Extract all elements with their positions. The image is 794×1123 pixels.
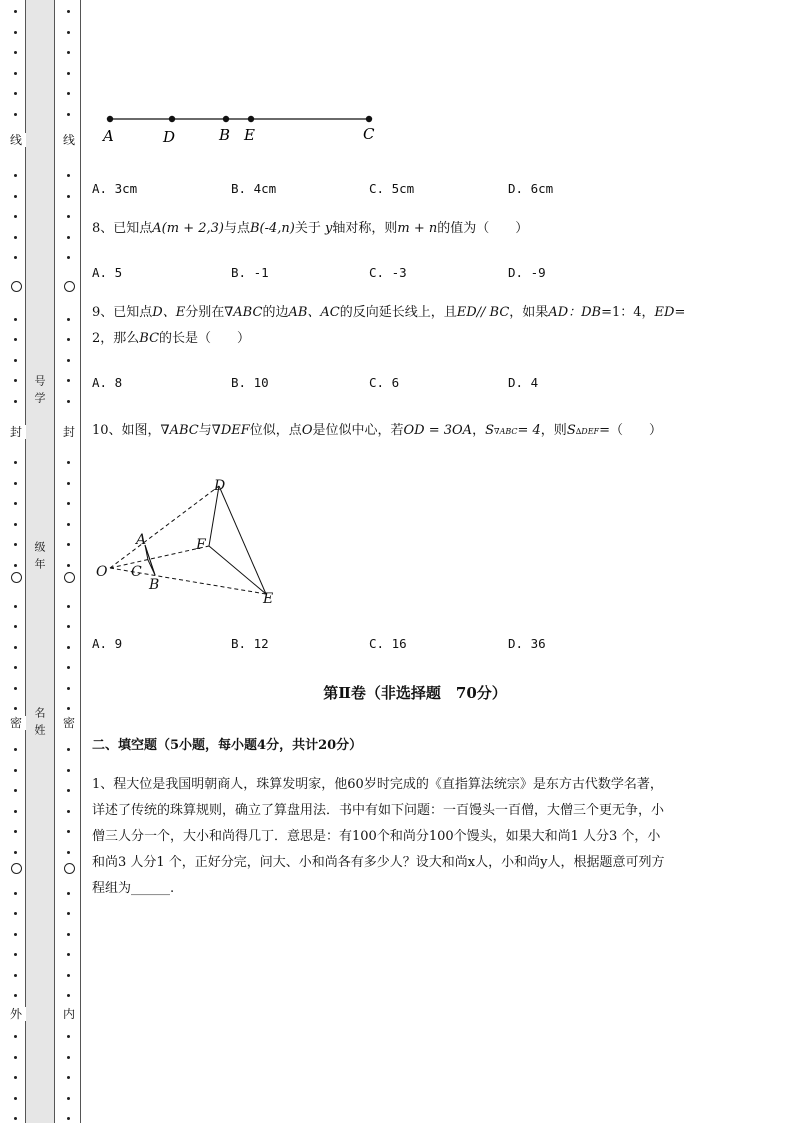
dot-mark xyxy=(14,851,17,854)
dot-mark xyxy=(14,400,17,403)
dot-mark xyxy=(67,564,70,567)
side-de xyxy=(219,486,266,594)
ray-of xyxy=(110,546,209,568)
question-10: 10、如图，∇ABC与∇DEF位似，点O是位似中心，若OD = 3OA，S∇ABC= 4，则S∆DEF=（ ） xyxy=(92,423,663,438)
q7-option-d: D. 6cm xyxy=(508,181,554,196)
dot-mark xyxy=(14,461,17,464)
dot-mark xyxy=(14,666,17,669)
dot-mark xyxy=(14,338,17,341)
dot-mark xyxy=(67,1097,70,1100)
q7-option-b: B. 4cm xyxy=(231,181,277,196)
label-a: A xyxy=(103,127,114,145)
dot-mark xyxy=(67,974,70,977)
dot-mark xyxy=(67,748,70,751)
dot-mark xyxy=(14,523,17,526)
dot-mark xyxy=(67,953,70,956)
dot-mark xyxy=(67,625,70,628)
question-9-line-1: 9、已知点D、E分别在∇ABC的边AB、AC的反向延长线上，且ED// BC，如果AD：DB=1：4，ED= xyxy=(92,305,686,320)
point-a xyxy=(107,116,113,122)
side-df xyxy=(209,486,219,546)
dot-mark xyxy=(67,236,70,239)
fill-q1-line-1: 1、程大位是我国明朝商人，珠算发明家，他60岁时完成的《直指算法统宗》是东方古代数学名著， xyxy=(92,777,663,792)
student-field-label: 名姓 xyxy=(33,707,46,741)
dot-mark xyxy=(14,543,17,546)
fill-in-section-title: 二、填空题（5小题，每小题4分，共计20分） xyxy=(92,738,363,753)
outer-dotted-line xyxy=(9,0,23,1123)
point-d xyxy=(169,116,175,122)
dot-mark xyxy=(67,338,70,341)
dot-mark xyxy=(14,236,17,239)
dot-mark xyxy=(67,174,70,177)
dot-mark xyxy=(14,789,17,792)
q8-option-d: D. -9 xyxy=(508,265,546,280)
dot-mark xyxy=(67,359,70,362)
dot-mark xyxy=(67,810,70,813)
dot-mark xyxy=(67,195,70,198)
dot-mark xyxy=(14,748,17,751)
outer-label-secret: 密 xyxy=(6,716,26,730)
dot-mark xyxy=(67,543,70,546)
label-b: B xyxy=(149,577,160,593)
q9-option-d: D. 4 xyxy=(508,375,539,390)
dot-mark xyxy=(14,564,17,567)
dot-mark xyxy=(67,10,70,13)
outer-label-line: 线 xyxy=(6,133,26,147)
dot-mark xyxy=(14,1117,17,1120)
dot-mark xyxy=(14,379,17,382)
dot-mark xyxy=(67,92,70,95)
dot-mark xyxy=(67,1035,70,1038)
q7-option-c: C. 5cm xyxy=(369,181,415,196)
dot-mark xyxy=(14,359,17,362)
fill-q1-line-3: 僧三人分一个，大小和尚得几丁．意思是：有100个和尚分100个馒头，如果大和尚1 人分3 个，小 xyxy=(92,829,661,844)
label-e: E xyxy=(263,591,274,607)
dot-mark xyxy=(67,851,70,854)
dot-mark xyxy=(67,933,70,936)
dot-mark xyxy=(67,912,70,915)
point-c xyxy=(366,116,372,122)
dot-mark xyxy=(67,256,70,259)
dot-mark xyxy=(14,769,17,772)
dot-mark xyxy=(67,646,70,649)
side-fe xyxy=(209,546,266,594)
dot-mark xyxy=(14,830,17,833)
dot-mark xyxy=(14,113,17,116)
q8-option-a: A. 5 xyxy=(92,265,123,280)
label-f: F xyxy=(196,537,206,553)
dot-mark xyxy=(14,10,17,13)
part-2-title: 第Ⅱ卷（非选择题 70分） xyxy=(323,684,507,702)
inner-label-seal: 封 xyxy=(59,425,79,439)
dot-mark xyxy=(14,892,17,895)
dot-mark xyxy=(14,953,17,956)
dot-mark xyxy=(14,646,17,649)
q10-option-a: A. 9 xyxy=(92,636,123,651)
fill-q1-line-4: 和尚3 人分1 个，正好分完，问大、小和尚各有多少人？设大和尚x人，小和尚y人，根据题意可列方 xyxy=(92,855,665,870)
dot-mark xyxy=(14,51,17,54)
ray-od xyxy=(110,486,219,568)
label-d: D xyxy=(163,128,176,146)
label-o: O xyxy=(96,564,108,580)
q8-option-b: B. -1 xyxy=(231,265,269,280)
name-field xyxy=(25,707,53,741)
point-b xyxy=(223,116,229,122)
inner-circle-mark xyxy=(64,863,75,874)
dot-mark xyxy=(14,318,17,321)
q10-option-b: B. 12 xyxy=(231,636,269,651)
outer-circle-mark xyxy=(11,572,22,583)
dot-mark xyxy=(67,215,70,218)
dot-mark xyxy=(14,933,17,936)
dot-mark xyxy=(67,830,70,833)
dot-mark xyxy=(67,769,70,772)
dot-mark xyxy=(14,215,17,218)
segment-figure xyxy=(95,105,395,150)
dot-mark xyxy=(14,625,17,628)
question-9-line-2: 2，那么BC的长是（ ） xyxy=(92,331,251,346)
class-field xyxy=(25,541,53,575)
dot-mark xyxy=(67,707,70,710)
inner-circle-mark xyxy=(64,572,75,583)
dot-mark xyxy=(14,72,17,75)
dot-mark xyxy=(67,502,70,505)
question-8: 8、已知点A(m + 2,3)与点B(-4,n)关于 y轴对称，则m + n的值为（ ） xyxy=(92,221,529,236)
q9-option-c: C. 6 xyxy=(369,375,400,390)
dot-mark xyxy=(67,1117,70,1120)
dot-mark xyxy=(14,707,17,710)
dot-mark xyxy=(67,1076,70,1079)
dot-mark xyxy=(67,318,70,321)
dot-mark xyxy=(67,31,70,34)
label-b: B xyxy=(219,126,231,144)
dot-mark xyxy=(14,482,17,485)
dot-mark xyxy=(14,502,17,505)
q9-option-b: B. 10 xyxy=(231,375,269,390)
dot-mark xyxy=(14,974,17,977)
dot-mark xyxy=(14,195,17,198)
inner-circle-mark xyxy=(64,281,75,292)
dot-mark xyxy=(67,400,70,403)
dot-mark xyxy=(14,810,17,813)
student-number-field xyxy=(25,375,53,409)
q7-option-a: A. 3cm xyxy=(92,181,138,196)
q8-option-c: C. -3 xyxy=(369,265,407,280)
dot-mark xyxy=(14,174,17,177)
outer-circle-mark xyxy=(11,863,22,874)
dot-mark xyxy=(67,461,70,464)
label-c: C xyxy=(131,564,142,580)
dot-mark xyxy=(14,92,17,95)
dot-mark xyxy=(67,113,70,116)
inner-label-line: 线 xyxy=(59,133,79,147)
dot-mark xyxy=(67,789,70,792)
dot-mark xyxy=(14,31,17,34)
homothety-figure xyxy=(90,472,290,612)
dot-mark xyxy=(14,256,17,259)
dot-mark xyxy=(14,1056,17,1059)
student-field-label: 号学 xyxy=(33,375,46,409)
inner-label-secret: 密 xyxy=(59,716,79,730)
dot-mark xyxy=(67,892,70,895)
fill-q1-line-5: 程组为______. xyxy=(92,881,175,896)
inner-label-inside: 内 xyxy=(59,1007,79,1021)
dot-mark xyxy=(14,912,17,915)
dot-mark xyxy=(67,1056,70,1059)
label-e: E xyxy=(244,126,255,144)
q10-option-c: C. 16 xyxy=(369,636,407,651)
dot-mark xyxy=(67,605,70,608)
dot-mark xyxy=(67,994,70,997)
outer-label-seal: 封 xyxy=(6,425,26,439)
dot-mark xyxy=(67,482,70,485)
outer-circle-mark xyxy=(11,281,22,292)
fill-q1-line-2: 详述了传统的珠算规则，确立了算盘用法．书中有如下问题：一百馒头一百僧，大僧三个更无争，小 xyxy=(92,803,665,818)
dot-mark xyxy=(14,1076,17,1079)
margin-border-line xyxy=(80,0,81,1123)
q9-option-a: A. 8 xyxy=(92,375,123,390)
dot-mark xyxy=(14,994,17,997)
label-c: C xyxy=(363,125,375,143)
dot-mark xyxy=(14,605,17,608)
dot-mark xyxy=(67,666,70,669)
q10-option-d: D. 36 xyxy=(508,636,546,651)
label-a: A xyxy=(136,532,147,548)
point-e xyxy=(248,116,254,122)
dot-mark xyxy=(67,379,70,382)
dot-mark xyxy=(14,1097,17,1100)
dot-mark xyxy=(67,51,70,54)
dot-mark xyxy=(14,1035,17,1038)
label-d: D xyxy=(214,478,226,494)
student-field-label: 级年 xyxy=(33,541,46,575)
dot-mark xyxy=(67,523,70,526)
inner-dotted-line xyxy=(62,0,76,1123)
dot-mark xyxy=(67,72,70,75)
outer-label-outside: 外 xyxy=(6,1007,26,1021)
